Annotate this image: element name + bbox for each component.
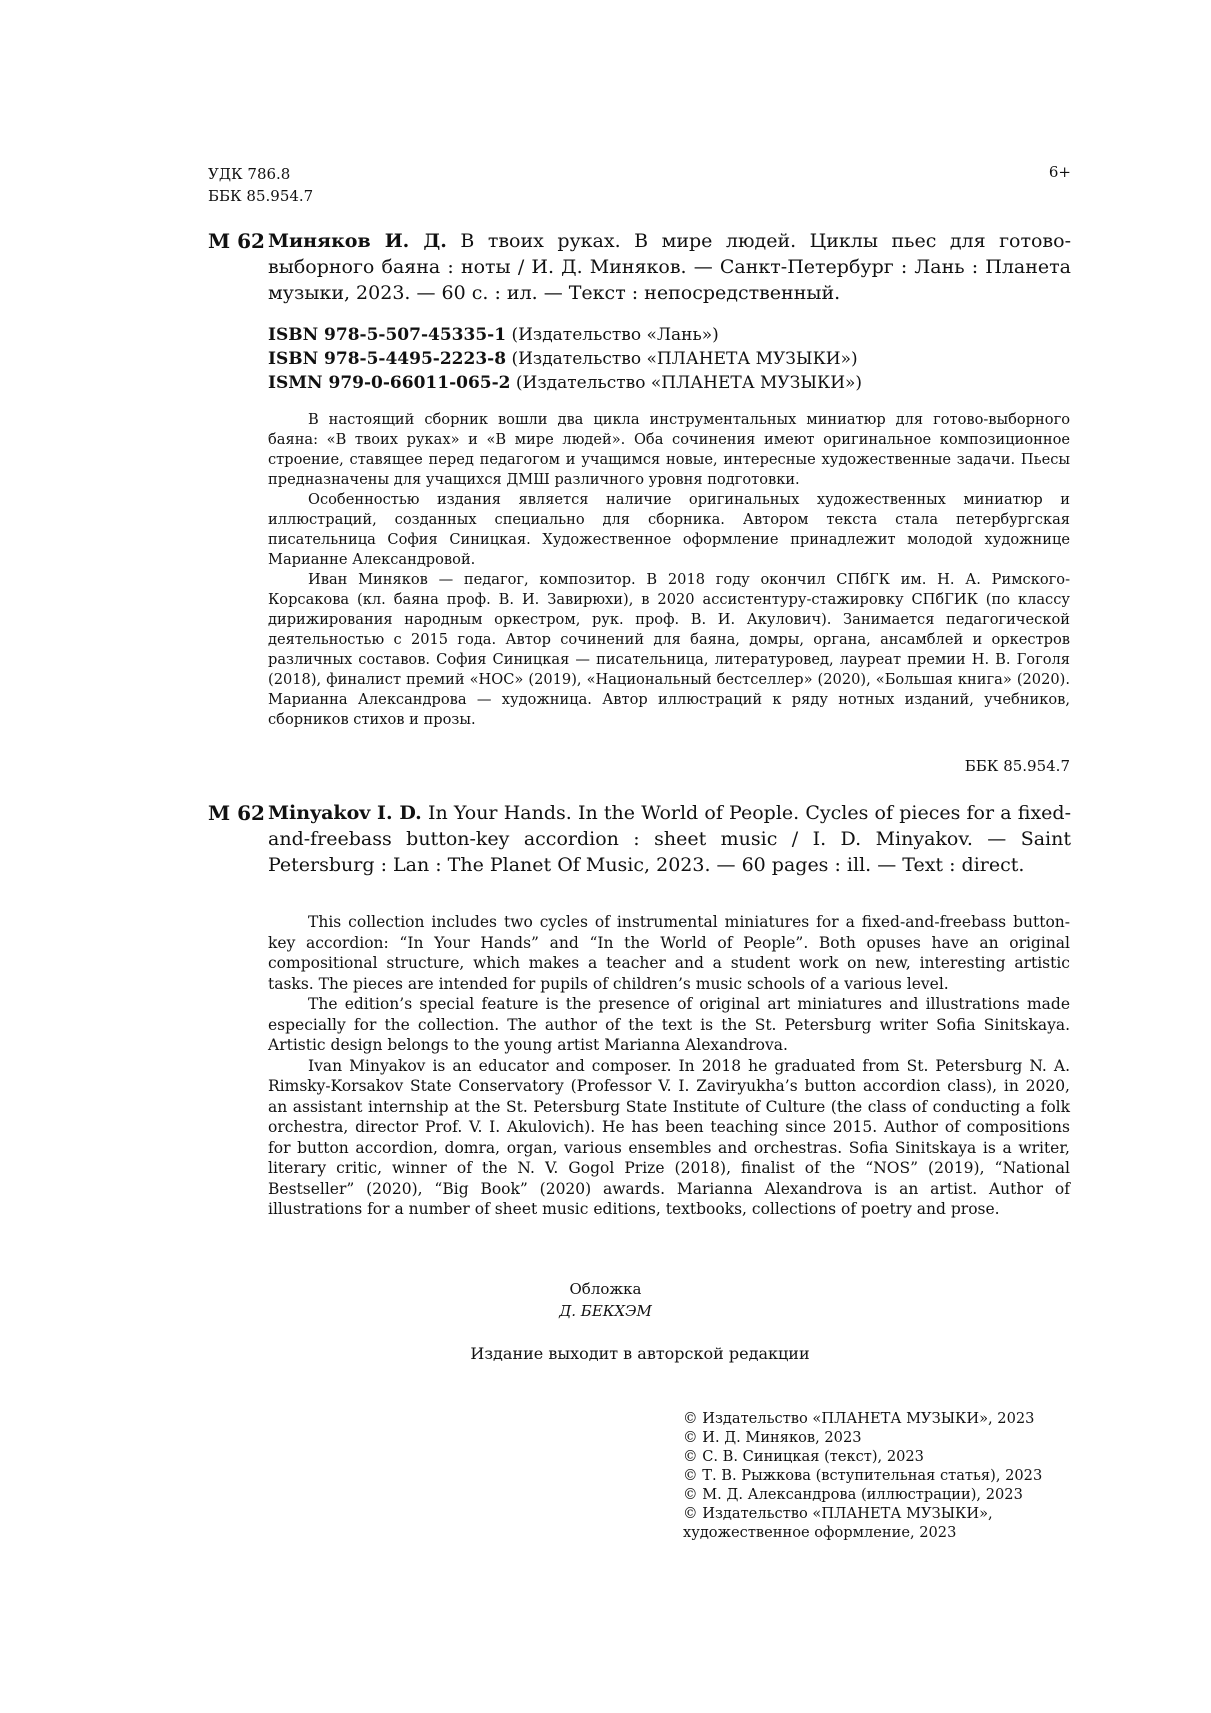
copyright-line: © Т. В. Рыжкова (вступительная статья), 2023 [683, 1467, 1043, 1484]
bibliographic-description-ru [268, 228, 1071, 306]
publisher-label: (Издательство «Лань») [506, 325, 719, 345]
author-name-ru: Миняков И. Д. [268, 230, 447, 252]
author-mark-ru: М 62 [208, 229, 265, 253]
abstract-paragraph: В настоящий сборник вошли два цикла инструментальных миниатюр для готово-выборного баяна: «В твоих руках» и «В мире людей». Оба сочинения имеют оригинальное композиционное строение, ставящее перед педагогом и учащимся новые, интересные художественные задачи. Пьесы предназначены для учащихся ДМШ различного уровня подготовки. [268, 411, 1070, 488]
cover-artist: Д. БЕКХЭМ [559, 1302, 652, 1320]
identifier-row [268, 323, 862, 347]
cover-label: Обложка [569, 1280, 642, 1298]
identifiers-list [268, 323, 862, 395]
copyright-line: © С. В. Синицкая (текст), 2023 [683, 1448, 924, 1465]
bbk-code-right: ББК 85.954.7 [964, 757, 1070, 775]
abstract-ru [268, 410, 1070, 730]
abstract-paragraph: This collection includes two cycles of instrumental miniatures for a fixed-and-freebass button-key accordion: “In Your Hands” and “In the World of People”. Both opuses have an original compositional structure, which makes a teacher and a student work on new, interesting artistic tasks. The pieces are intended for pupils of children’s music schools of a various level. [268, 913, 1070, 993]
author-name-en: Minyakov I. D. [268, 802, 422, 824]
bbk-code: ББК 85.954.7 [208, 187, 314, 205]
catalog-entry-en [208, 800, 1071, 878]
identifier-row [268, 347, 862, 371]
abstract-en [268, 912, 1070, 1220]
bibliographic-description-en [268, 800, 1071, 878]
copyright-line: © М. Д. Александрова (иллюстрации), 2023 [683, 1486, 1023, 1503]
abstract-paragraph: Ivan Minyakov is an educator and composer. In 2018 he graduated from St. Petersburg N. A. Rimsky-Korsakov State Conservatory (Professor V. I. Zaviryukha’s button accordion class), in 2020, an assistant internship at the St. Petersburg State Institute of Culture (the class of conducting a folk orchestra, director Prof. V. I. Akulovich). He has been teaching since 2015. Author of compositions for button accordion, domra, organ, various ensembles and orchestras. Sofia Sinitskaya is a writer, literary critic, winner of the N. V. Gogol Prize (2018), finalist of the “NOS” (2019), “National Bestseller” (2020), “Big Book” (2020) awards. Marianna Alexandrova is an artist. Author of illustrations for a number of sheet music editions, textbooks, collections of poetry and prose. [268, 1056, 1070, 1218]
publisher-label: (Издательство «ПЛАНЕТА МУЗЫКИ») [510, 373, 863, 393]
description-ru: В твоих руках. В мире людей. Циклы пьес для готово-выборного баяна : ноты / И. Д. Миняков. — Санкт-Петербург : Лань : Планета музыки, 2023. — 60 с. : ил. — Текст : непосредственный. [268, 230, 1071, 304]
ismn-planeta: ISMN 979-0-66011-065-2 [268, 373, 511, 393]
cover-credit [0, 1278, 1211, 1322]
abstract-paragraph: The edition’s special feature is the presence of original art miniatures and illustrations made especially for the collection. The author of the text is the St. Petersburg writer Sofia Sinitskaya. Artistic design belongs to the young artist Marianna Alexandrova. [268, 995, 1070, 1054]
abstract-paragraph: Особенностью издания является наличие оригинальных художественных миниатюр и иллюстраций, созданных специально для сборника. Автором текста стала петербургская писательница София Синицкая. Художественное оформление принадлежит молодой художнице Марианне Александровой. [268, 491, 1070, 568]
author-mark-en: M 62 [208, 801, 265, 825]
abstract-paragraph: Иван Миняков — педагог, композитор. В 2018 году окончил СПбГК им. Н. А. Римского-Корсакова (кл. баяна проф. В. И. Завирюхи), в 2020 ассистентуру-стажировку СПбГИК (по классу дирижирования народным оркестром, рук. проф. В. И. Акулович). Занимается педагогической деятельностью с 2015 года. Автор сочинений для баяна, домры, органа, ансамблей и оркестров различных составов. София Синицкая — писательница, литературовед, лауреат премии Н. В. Гоголя (2018), финалист премий «НОС» (2019), «Национальный бестселлер» (2020), «Большая книга» (2020). Марианна Александрова — художница. Автор иллюстраций к ряду нотных изданий, учебников, сборников стихов и прозы. [268, 571, 1070, 728]
isbn-planeta: ISBN 978-5-4495-2223-8 [268, 349, 507, 369]
copyright-line: © Издательство «ПЛАНЕТА МУЗЫКИ», 2023 [683, 1410, 1035, 1427]
publisher-label: (Издательство «ПЛАНЕТА МУЗЫКИ») [506, 349, 858, 369]
copyright-line: © И. Д. Миняков, 2023 [683, 1429, 862, 1446]
isbn-lan: ISBN 978-5-507-45335-1 [268, 325, 507, 345]
identifier-row [268, 371, 862, 395]
copyright-line: © Издательство «ПЛАНЕТА МУЗЫКИ», художественное оформление, 2023 [683, 1505, 993, 1541]
catalog-entry-ru [208, 228, 1071, 306]
edition-note: Издание выходит в авторской редакции [470, 1344, 810, 1363]
description-en: In Your Hands. In the World of People. Cycles of pieces for a fixed-and-freebass button-key accordion : sheet music / I. D. Minyakov. — Saint Petersburg : Lan : The Planet Of Music, 2023. — 60 pages : ill. — Text : direct. [268, 802, 1071, 876]
age-rating: 6+ [1048, 163, 1071, 181]
copyright-block [683, 1409, 1042, 1542]
udk-code: УДК 786.8 [208, 165, 291, 183]
classification-codes [208, 163, 313, 207]
